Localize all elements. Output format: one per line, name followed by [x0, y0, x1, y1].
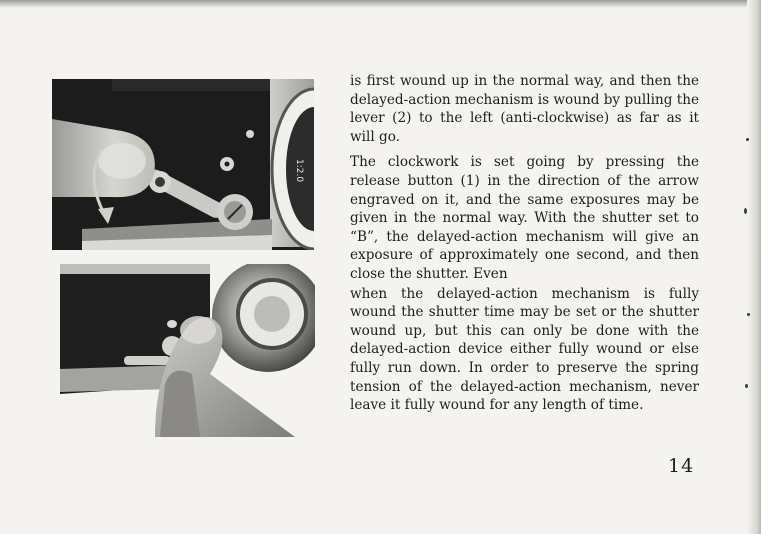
photo-lever-wound [52, 79, 314, 250]
margin-speck [745, 384, 748, 388]
body-text [350, 72, 699, 422]
paragraph-clockwork: The clockwork is set going by pressing the release button (1) in the direction of the arrow engraved on it, and the same exposures may be given in the normal way. With the shutter set to “B”, the delayed-action mechanism will give an exposure of approximately one second, and then close the shutter. Even [350, 154, 699, 282]
margin-speck [744, 208, 747, 214]
page-right-edge [747, 0, 761, 534]
photo-release-button [60, 264, 315, 437]
margin-speck [746, 138, 749, 141]
page-number: 14 [668, 455, 695, 477]
page-top-edge [0, 0, 761, 8]
paragraph-lever: is first wound up in the normal way, and then the delayed-action mechanism is wound by pulling the lever (2) to the left (anti-clockwise) as far as it will go. [350, 73, 699, 145]
margin-speck [747, 313, 750, 316]
lens-engraving: 1:2.0 [294, 159, 304, 183]
paragraph-spring-tension: when the delayed-action mechanism is fully wound the shutter time may be set or the shutter wound up, but this can only be done with the delayed-action device either fully wound or else fully run down. In order to preserve the spring tension of the delayed-action mechanism, never leave it fully wound for any length of time. [350, 285, 699, 414]
